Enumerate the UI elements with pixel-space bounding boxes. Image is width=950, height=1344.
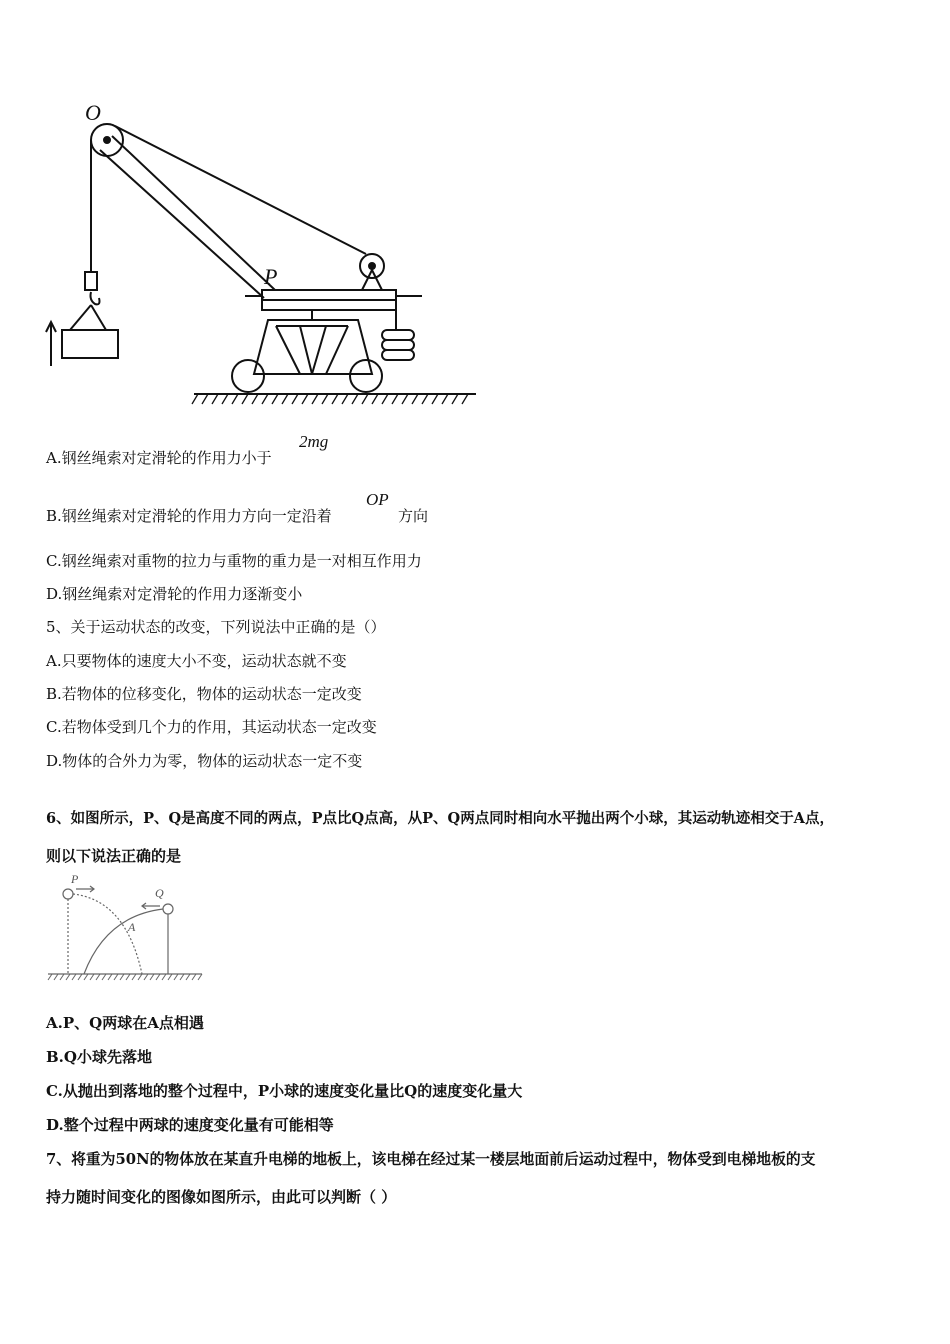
fig-label-a: A [128, 920, 136, 934]
fig-label-q: Q [155, 886, 164, 900]
q5-option-d: D.物体的合外力为零，物体的运动状态一定不变 [46, 752, 363, 770]
q7-stem-line1: 7、将重为50N的物体放在某直升电梯的地板上，该电梯在经过某一楼层地面前后运动过程中，物体受到电梯地板的支 [46, 1151, 816, 1168]
fig-label-p: P [71, 872, 79, 886]
q5-option-a: A.只要物体的速度大小不变，运动状态就不变 [46, 652, 347, 670]
q6-stem-line1: 6、如图所示，P、Q是高度不同的两点，P点比Q点高，从P、Q两点同时相向水平抛出两个小球，其运动轨迹相交于A点， [46, 810, 834, 827]
projectile-figure [46, 874, 206, 984]
q4-option-b: B.钢丝绳索对定滑轮的作用力方向一定沿着 [46, 507, 332, 525]
q6-stem-line2: 则以下说法正确的是 [46, 847, 182, 865]
q6-option-b: B.Q小球先落地 [46, 1048, 152, 1066]
q4-option-c: C.钢丝绳索对重物的拉力与重物的重力是一对相互作用力 [46, 552, 422, 570]
q6-option-c: C.从抛出到落地的整个过程中，P小球的速度变化量比Q的速度变化量大 [46, 1082, 523, 1100]
math-2mg: 2mg [299, 432, 329, 451]
q7-stem-line2: 持力随时间变化的图像如图所示，由此可以判断（ ） [46, 1188, 397, 1206]
crane-figure [0, 0, 950, 420]
label-p: P [264, 264, 278, 289]
q6-option-d: D.整个过程中两球的速度变化量有可能相等 [46, 1116, 334, 1134]
q4-option-a: A.钢丝绳索对定滑轮的作用力小于 [46, 449, 272, 467]
q5-option-c: C.若物体受到几个力的作用，其运动状态一定改变 [46, 718, 377, 736]
q5-stem: 5、关于运动状态的改变，下列说法中正确的是（） [46, 618, 386, 636]
q6-option-a: A.P、Q两球在A点相遇 [46, 1014, 204, 1032]
math-op: OP [366, 490, 389, 509]
label-o: O [85, 100, 101, 125]
q4-option-b-suffix: 方向 [398, 507, 429, 525]
q4-option-d: D.钢丝绳索对定滑轮的作用力逐渐变小 [46, 585, 303, 603]
q5-option-b: B.若物体的位移变化，物体的运动状态一定改变 [46, 685, 362, 703]
